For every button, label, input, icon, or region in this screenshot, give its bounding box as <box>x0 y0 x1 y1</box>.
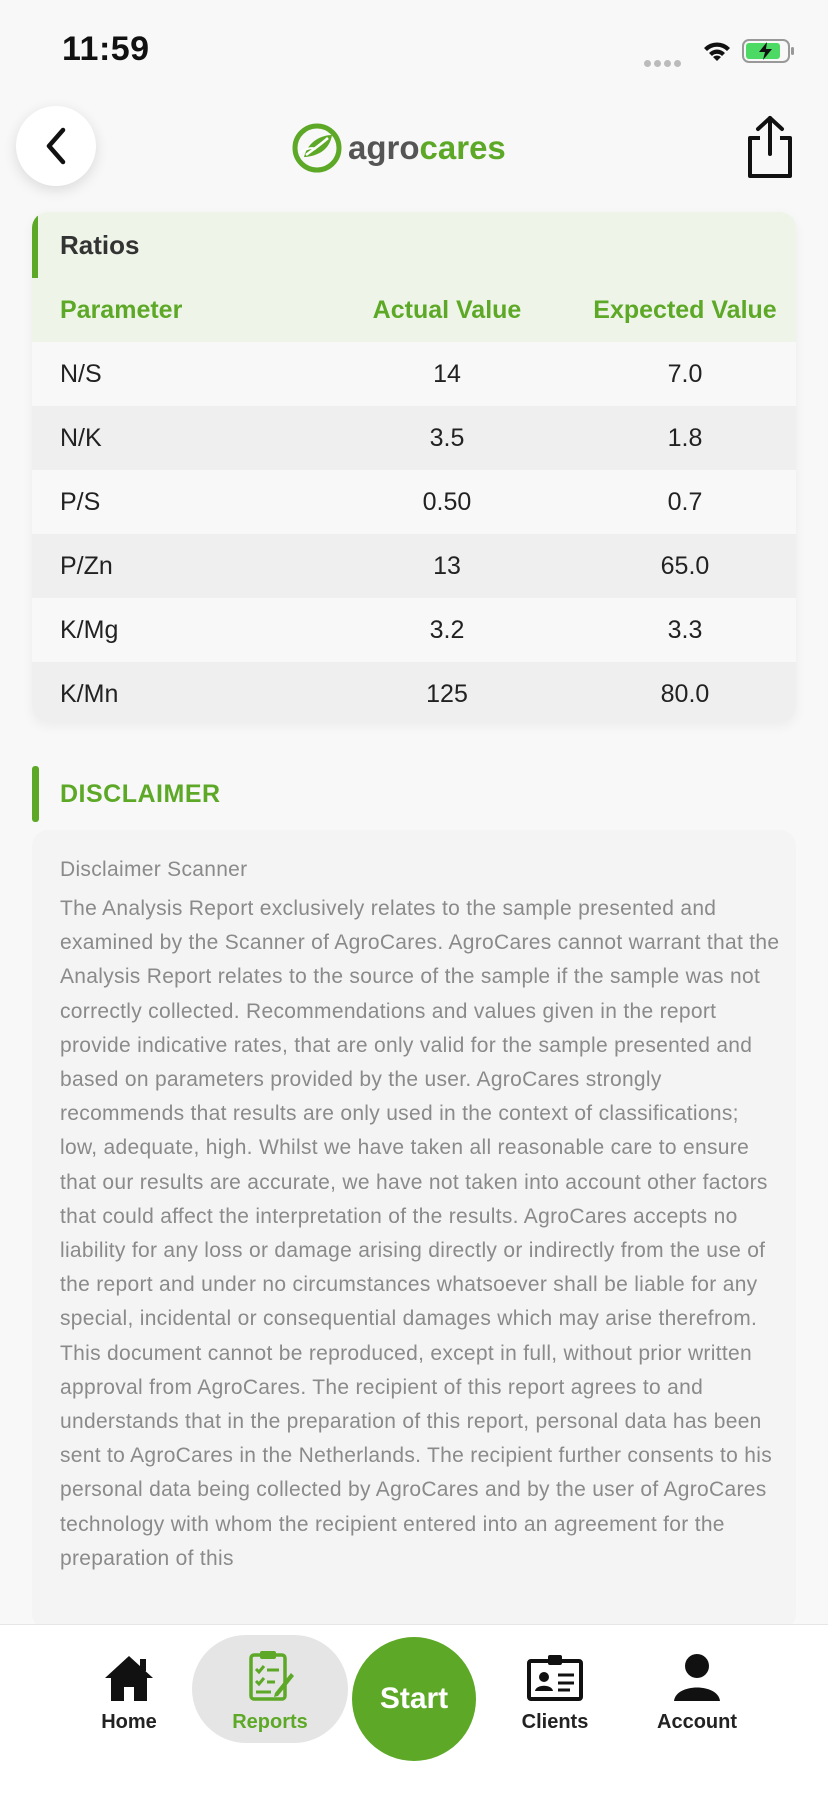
table-row <box>32 406 796 470</box>
tab-account-label: Account <box>657 1711 737 1733</box>
column-header-actual-value: Actual Value <box>372 296 522 324</box>
cellular-signal-icon <box>644 54 684 72</box>
cell-parameter: N/S <box>60 360 102 388</box>
disclaimer-subtitle: Disclaimer Scanner <box>60 858 248 881</box>
tab-reports-label: Reports <box>232 1711 308 1733</box>
wifi-icon <box>702 40 732 64</box>
client-card-icon <box>526 1653 584 1703</box>
start-button-label: Start <box>379 1682 449 1715</box>
cell-actual-value: 125 <box>426 680 468 708</box>
cell-expected-value: 80.0 <box>660 680 710 708</box>
cell-parameter: P/S <box>60 488 101 516</box>
status-time: 11:59 <box>62 30 150 68</box>
table-row <box>32 470 796 534</box>
cell-parameter: P/Zn <box>60 552 113 580</box>
cell-parameter: K/Mn <box>60 680 119 708</box>
cell-actual-value: 13 <box>433 552 461 580</box>
cell-expected-value: 0.7 <box>667 488 703 516</box>
cell-expected-value: 7.0 <box>667 360 703 388</box>
user-icon <box>671 1651 723 1703</box>
share-button[interactable] <box>742 114 798 180</box>
cell-parameter: K/Mg <box>60 616 119 644</box>
start-button[interactable] <box>352 1637 476 1761</box>
tab-home-label: Home <box>101 1711 157 1733</box>
agrocares-logo <box>292 120 506 176</box>
cell-parameter: N/K <box>60 424 102 452</box>
logo-text-cares: cares <box>419 129 506 166</box>
cell-actual-value: 3.2 <box>429 616 465 644</box>
table-row <box>32 534 796 598</box>
chevron-left-icon <box>41 126 71 166</box>
disclaimer-header <box>32 766 432 822</box>
table-row <box>32 662 796 722</box>
ratios-title: Ratios <box>60 230 140 260</box>
tab-home[interactable] <box>64 1645 194 1734</box>
tab-account[interactable] <box>632 1645 762 1734</box>
cell-actual-value: 3.5 <box>429 424 465 452</box>
disclaimer-card <box>32 830 796 1630</box>
logo-text-agro: agro <box>348 129 420 166</box>
bottom-tab-bar <box>0 1624 828 1793</box>
home-icon <box>103 1653 155 1703</box>
table-row <box>32 342 796 406</box>
column-header-expected-value: Expected Value <box>593 296 777 324</box>
disclaimer-title: DISCLAIMER <box>60 780 221 808</box>
tab-clients[interactable] <box>490 1645 620 1734</box>
leaf-logo-icon <box>292 123 342 173</box>
share-icon <box>742 114 798 180</box>
section-accent-bar <box>32 212 38 278</box>
ratios-card <box>32 212 796 722</box>
cell-expected-value: 65.0 <box>660 552 710 580</box>
cell-expected-value: 1.8 <box>667 424 703 452</box>
battery-charging-icon <box>742 38 796 64</box>
cell-actual-value: 0.50 <box>422 488 472 516</box>
cell-expected-value: 3.3 <box>667 616 703 644</box>
logo-text <box>348 129 506 167</box>
cell-actual-value: 14 <box>433 360 461 388</box>
column-header-parameter: Parameter <box>60 296 183 324</box>
section-accent-bar <box>32 766 39 822</box>
back-button[interactable] <box>16 106 96 186</box>
nav-header <box>0 100 828 200</box>
tab-reports[interactable] <box>205 1645 335 1734</box>
disclaimer-body: The Analysis Report exclusively relates to the sample presented and examined by the Scanner of AgroCares. AgroCares cannot warrant that the Analysis Report relates to the source of the sample if the sample was not correctly collected. Recommendations and values given in the report provide indicative rates, that are only valid for the sample presented and based on parameters provided by the user. AgroCares strongly recommends that results are only used in the context of classifications; low, adequate, high. Whilst we have taken all reasonable care to ensure that our results are accurate, we have not taken into account other factors that could affect the interpretation of the results. AgroCares accepts no liability for any loss or damage arising directly or indirectly from the use of the report and under no circumstances whatsoever shall be liable for any special, incidental or consequential damages which may arise therefrom. This document cannot be reproduced, except in full, without prior written approval from AgroCares. The recipient of this report agrees to and understands that in the preparation of this report, personal data has been sent to AgroCares in the Netherlands. The recipient further consents to his personal data being collected by AgroCares and by the user of AgroCares technology with whom the recipient entered into an agreement for the preparation of this <box>60 897 780 1570</box>
tab-clients-label: Clients <box>521 1711 589 1733</box>
status-bar <box>0 0 828 100</box>
report-icon <box>245 1649 295 1703</box>
table-row <box>32 598 796 662</box>
ratios-header <box>32 212 796 278</box>
table-header-row <box>32 278 796 342</box>
